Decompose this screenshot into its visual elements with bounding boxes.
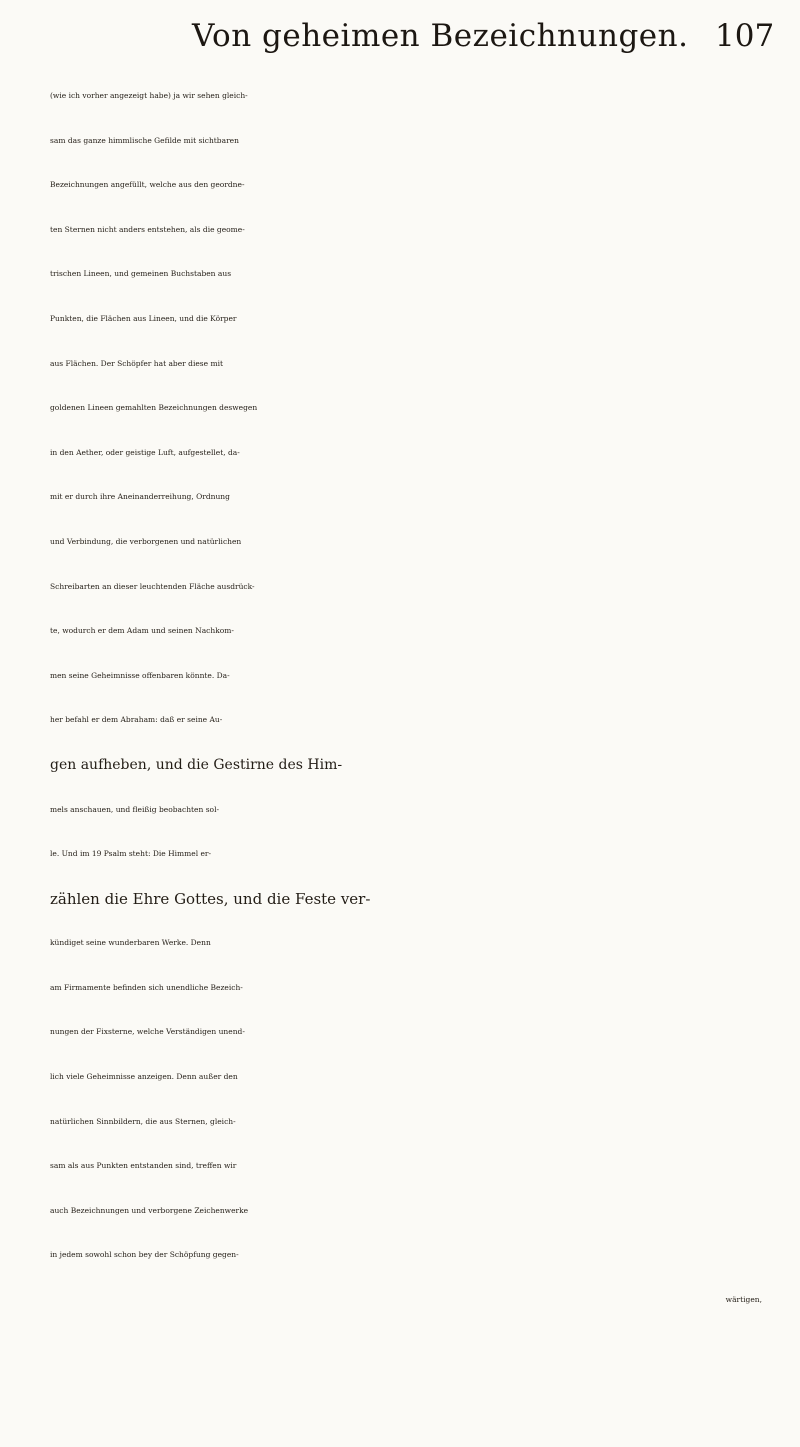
text-line: Bezeichnungen angefüllt, welche aus den geordne- (50, 180, 245, 190)
text-line: Schreibarten an dieser leuchtenden Fläche ausdrück- (50, 581, 255, 591)
running-head-title: Von geheimen Bezeichnungen. (192, 18, 689, 54)
text-line: aus Flächen. Der Schöpfer hat aber diese mit (50, 358, 223, 368)
text-line: trischen Lineen, und gemeinen Buchstaben aus (50, 269, 232, 279)
text-line: auch Bezeichnungen und verborgene Zeichenwerke (50, 1205, 249, 1215)
text-line: (wie ich vorher angezeigt habe) ja wir sehen gleich- (50, 91, 248, 100)
text-line: goldenen Lineen gemahlten Bezeichnungen deswegen (50, 403, 258, 413)
text-line: und Verbindung, die verborgenen und natürlichen (50, 536, 242, 546)
text-line: men seine Geheimnisse offenbaren könnte. Da- (50, 670, 230, 680)
body-text (50, 74, 790, 1323)
text-line: in den Aether, oder geistige Luft, aufgestellet, da- (50, 447, 240, 457)
text-line: nungen der Fixsterne, welche Verständigen unend- (50, 1027, 245, 1037)
page-number: 107 (715, 18, 775, 54)
text-line: sam das ganze himmlische Gefilde mit sichtbaren (50, 135, 239, 145)
text-line: natürlichen Sinnbildern, die aus Sternen, gleich- (50, 1116, 236, 1126)
text-line: le. Und im 19 Psalm steht: Die Himmel er- (50, 849, 212, 859)
text-line: ten Sternen nicht anders entstehen, als die geome- (50, 224, 245, 234)
text-line: sam als aus Punkten entstanden sind, treffen wir (50, 1161, 237, 1171)
text-line: mels anschauen, und fleißig beobachten sol- (50, 804, 220, 814)
running-head (0, 14, 800, 64)
text-line: lich viele Geheimnisse anzeigen. Denn außer den (50, 1072, 238, 1082)
text-line: kündiget seine wunderbaren Werke. Denn (50, 938, 211, 948)
text-line: her befahl er dem Abraham: daß er seine Au- (50, 715, 223, 725)
text-line: mit er durch ihre Aneinanderreihung, Ordnung (50, 492, 230, 502)
text-line-emphasis: zählen die Ehre Gottes, und die Feste ver- (50, 889, 371, 908)
text-line: te, wodurch er dem Adam und seinen Nachkom- (50, 626, 234, 636)
text-line-emphasis: gen aufheben, und die Gestirne des Him- (50, 756, 343, 773)
text-line: in jedem sowohl schon bey der Schöpfung gegen- (50, 1250, 239, 1260)
text-line: Punkten, die Flächen aus Lineen, und die Körper (50, 313, 237, 323)
text-line: am Firmamente befinden sich unendliche Bezeich- (50, 982, 243, 992)
text-line-last: wärtigen, (725, 1295, 762, 1305)
